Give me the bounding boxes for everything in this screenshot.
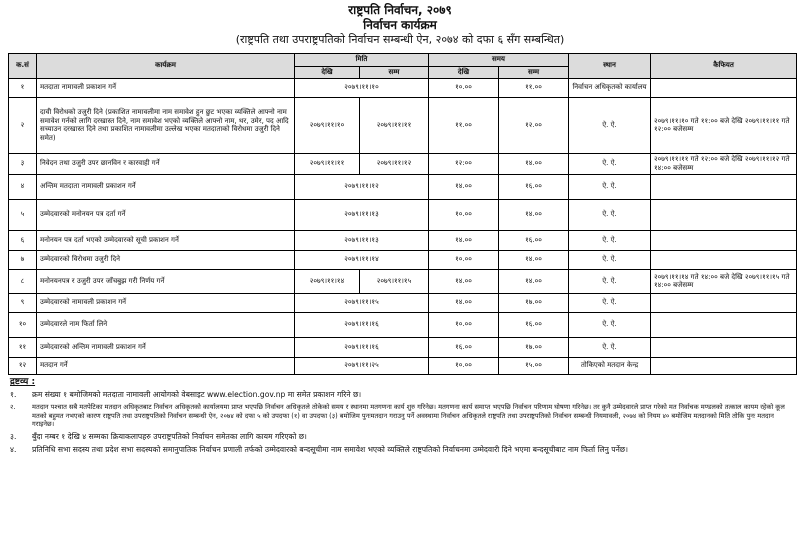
row-time-from: ११.०० (429, 97, 499, 153)
header-date-to: सम्म (360, 66, 429, 78)
document-title: राष्ट्रपति निर्वाचन, २०७९ (348, 3, 452, 17)
row-sn: ६ (9, 230, 37, 250)
table-row (9, 337, 797, 357)
header-remarks: कैफियत (651, 53, 797, 78)
row-program: उम्मेदवारको नामावली प्रकाशन गर्ने (37, 293, 295, 312)
table-row (9, 97, 797, 153)
row-date: २०७९।११।१३ (295, 199, 429, 230)
note-text: प्रतिनिधि सभा सदस्य तथा प्रदेश सभा सदस्यको समानुपातिक निर्वाचन प्रणाली तर्फको उम्मेदवारको बन्दसूचीमा नाम समावेश भएको व्यक्तिले राष्ट्रपतिको निर्वाचनमा उम्मेदवारी दिने भएमा बन्दसूचीबाट नाम फिर्ता लिनु पर्नेछ। (32, 444, 628, 454)
row-sn: ९ (9, 293, 37, 312)
row-sn: ८ (9, 269, 37, 293)
row-program: उम्मेदवारले नाम फिर्ता लिने (37, 312, 295, 337)
row-place: ऐ. ऐ. (569, 312, 651, 337)
row-sn: १ (9, 78, 37, 97)
row-remarks (651, 199, 797, 230)
table-row (9, 357, 797, 374)
note-number: २. (10, 403, 16, 412)
row-program: दावी विरोधको उजुरी दिने (प्रकाशित नामावलीमा नाम समावेश हुन छुट भएका व्यक्तिले आफ्नो नाम समावेश गर्नको लागि दरखास्त दिने, नाम समावेश भएको व्यक्तिले आफ्नो नाम, थर, उमेर, पद आदि सच्याउन दरखास्त दिने तथा प्रकाशित नामावलीमा उल्लेख भएका मतदाताको विरोधमा उजुरी दिने समेत) (37, 97, 295, 153)
table-row (9, 174, 797, 199)
header-date: मिति (295, 53, 429, 66)
row-time-from: १४.०० (429, 293, 499, 312)
note-item (10, 432, 792, 442)
document-subtitle: निर्वाचन कार्यक्रम (363, 18, 437, 32)
row-program: उम्मेदवारको विरोधमा उजुरी दिने (37, 250, 295, 269)
row-time-to: १४.०० (499, 269, 569, 293)
note-item (10, 403, 792, 429)
row-time-to: १७.०० (499, 293, 569, 312)
row-place: ऐ. ऐ. (569, 337, 651, 357)
table-row (9, 269, 797, 293)
document-header (0, 3, 800, 47)
row-time-from: १०.०० (429, 199, 499, 230)
row-remarks: २०७९।११।१० गते ११:०० बजे देखि २०७९।११।११ गते १२:०० बजेसम्म (651, 97, 797, 153)
header-time-to: सम्म (499, 66, 569, 78)
note-text: मतदान पश्चात सबै मतपेटिका मतदान अधिकृतबाट निर्वाचन अधिकृतको कार्यालयमा प्राप्त भएपछि निर्वाचन अधिकृतले तोकेको समय र स्थानमा मतगणना कार्य शुरु गरिनेछ। मतगणना कार्य समाप्त भएपछि निर्वाचन परिणाम घोषणा गरिनेछ। तर कुनै उम्मेदवारले प्राप्त गरेको मत निर्वाचक मण्डलको तत्काल कायम रहेको कूल मतको बहुमत नभएको कारण राष्ट्रपति तथा उपराष्ट्रपतिको निर्वाचन सम्बन्धी ऐन, २०७४ को दफा ५ को उपदफा (१) वा उपदफा (३) बमोजिम पुनःमतदान गराउनु पर्ने अवस्थामा निर्वाचन अधिकृतले राष्ट्रपति तथा उपराष्ट्रपतिको निर्वाचन सम्बन्धी नियमावली, २०७४ को नियम ४० बमोजिम मतदानको मिति तोकि पुनः मतदान गराइनेछ। (32, 403, 785, 429)
row-time-from: १४.०० (429, 230, 499, 250)
notes-title: द्रष्टव्य : (10, 376, 36, 387)
row-sn: २ (9, 97, 37, 153)
row-place: ऐ. ऐ. (569, 174, 651, 199)
row-place: ऐ. ऐ. (569, 269, 651, 293)
row-time-from: १०.०० (429, 312, 499, 337)
row-time-to: १४.०० (499, 153, 569, 174)
row-program: निवेदन तथा उजुरी उपर छानविन र कारवाही गर्ने (37, 153, 295, 174)
row-program: मतदान गर्ने (37, 357, 295, 374)
row-time-from: १४.०० (429, 269, 499, 293)
row-date-to: २०७९।११।११ (360, 97, 429, 153)
row-place: ऐ. ऐ. (569, 153, 651, 174)
row-sn: ५ (9, 199, 37, 230)
row-date: २०७९।११।१३ (295, 230, 429, 250)
row-sn: ११ (9, 337, 37, 357)
row-date: २०७९।११।१६ (295, 337, 429, 357)
row-time-from: १६.०० (429, 337, 499, 357)
row-place: ऐ. ऐ. (569, 97, 651, 153)
row-remarks (651, 357, 797, 374)
note-item (10, 445, 792, 455)
row-remarks (651, 293, 797, 312)
row-program: उम्मेदवारको मनोनयन पत्र दर्ता गर्ने (37, 199, 295, 230)
row-time-from: १४.०० (429, 174, 499, 199)
header-time-from: देखि (429, 66, 499, 78)
header-time: समय (429, 53, 569, 66)
row-time-to: १२.०० (499, 97, 569, 153)
row-time-to: १५.०० (499, 357, 569, 374)
row-time-to: १६.०० (499, 312, 569, 337)
row-place: ऐ. ऐ. (569, 293, 651, 312)
row-date-to: २०७९।११।१५ (360, 269, 429, 293)
note-text: बुँदा नम्बर १ देखि ४ सम्मका क्रियाकलापहरु उपराष्ट्रपतिको निर्वाचन समेतका लागि कायम गरिएको छ। (32, 431, 307, 441)
row-remarks (651, 174, 797, 199)
row-date: २०७९।११।१६ (295, 312, 429, 337)
table-row (9, 312, 797, 337)
row-place: ऐ. ऐ. (569, 250, 651, 269)
row-program: उम्मेदवारको अन्तिम नामावली प्रकाशन गर्ने (37, 337, 295, 357)
note-number: १. (10, 390, 17, 400)
note-number: ४. (10, 444, 17, 454)
row-time-from: १०.०० (429, 250, 499, 269)
table-row (9, 153, 797, 174)
row-sn: ७ (9, 250, 37, 269)
row-date: २०७९।११।१२ (295, 174, 429, 199)
schedule-table (8, 53, 797, 375)
header-place: स्थान (569, 53, 651, 78)
row-time-to: १४.०० (499, 250, 569, 269)
header-date-from: देखि (295, 66, 360, 78)
row-place: तोकिएको मतदान केन्द्र (569, 357, 651, 374)
row-remarks: २०७९।११।११ गते १२:०० बजे देखि २०७९।११।१२ गते १४:०० बजेसम्म (651, 153, 797, 174)
table-row (9, 293, 797, 312)
row-sn: १२ (9, 357, 37, 374)
row-remarks (651, 337, 797, 357)
row-date-from: २०७९।११।१० (295, 97, 360, 153)
table-row (9, 199, 797, 230)
header-program: कार्यक्रम (37, 53, 295, 78)
row-program: अन्तिम मतदाता नामावली प्रकाशन गर्ने (37, 174, 295, 199)
row-program: मनोनयनपत्र र उजुरी उपर जाँचबुझ गरी निर्णय गर्ने (37, 269, 295, 293)
row-date-from: २०७९।११।१४ (295, 269, 360, 293)
note-text: क्रम संख्या १ बमोजिमको मतदाता नामावली आयोगको वेबसाइट www.election.gov.np मा समेत प्रकाशन गरिने छ। (32, 390, 362, 400)
row-time-to: १४.०० (499, 199, 569, 230)
document-reference: (राष्ट्रपति तथा उपराष्ट्रपतिको निर्वाचन सम्बन्धी ऐन, २०७४ को दफा ६ सँग सम्बन्धित) (235, 33, 565, 46)
row-time-to: १६.०० (499, 230, 569, 250)
note-number: ३. (10, 431, 17, 441)
row-time-from: १०.०० (429, 357, 499, 374)
header-sn: क.सं (9, 53, 37, 78)
row-sn: १० (9, 312, 37, 337)
row-place: निर्वाचन अधिकृतको कार्यालय (569, 78, 651, 97)
row-time-to: ११.०० (499, 78, 569, 97)
row-time-to: १६.०० (499, 174, 569, 199)
row-remarks: २०७९।११।१४ गते १४:०० बजे देखि २०७९।११।१५ गते १४:०० बजेसम्म (651, 269, 797, 293)
row-remarks (651, 250, 797, 269)
row-date: २०७९।११।१४ (295, 250, 429, 269)
row-time-from: १०.०० (429, 78, 499, 97)
row-sn: ३ (9, 153, 37, 174)
row-remarks (651, 78, 797, 97)
notes-section (10, 377, 792, 455)
row-time-to: १७.०० (499, 337, 569, 357)
row-remarks (651, 230, 797, 250)
row-date-from: २०७९।११।११ (295, 153, 360, 174)
row-place: ऐ. ऐ. (569, 199, 651, 230)
row-sn: ४ (9, 174, 37, 199)
row-date-to: २०७९।११।१२ (360, 153, 429, 174)
table-row (9, 78, 797, 97)
row-remarks (651, 312, 797, 337)
row-time-from: १२:०० (429, 153, 499, 174)
table-row (9, 250, 797, 269)
row-date: २०७९।११।१० (295, 78, 429, 97)
row-date: २०७९।११।१५ (295, 293, 429, 312)
row-program: मनोनयन पत्र दर्ता भएको उम्मेदवारको सूची प्रकाशन गर्ने (37, 230, 295, 250)
table-row (9, 230, 797, 250)
note-item (10, 390, 792, 400)
row-date: २०७९।११।२५ (295, 357, 429, 374)
row-place: ऐ. ऐ. (569, 230, 651, 250)
row-program: मतदाता नामावली प्रकाशन गर्ने (37, 78, 295, 97)
